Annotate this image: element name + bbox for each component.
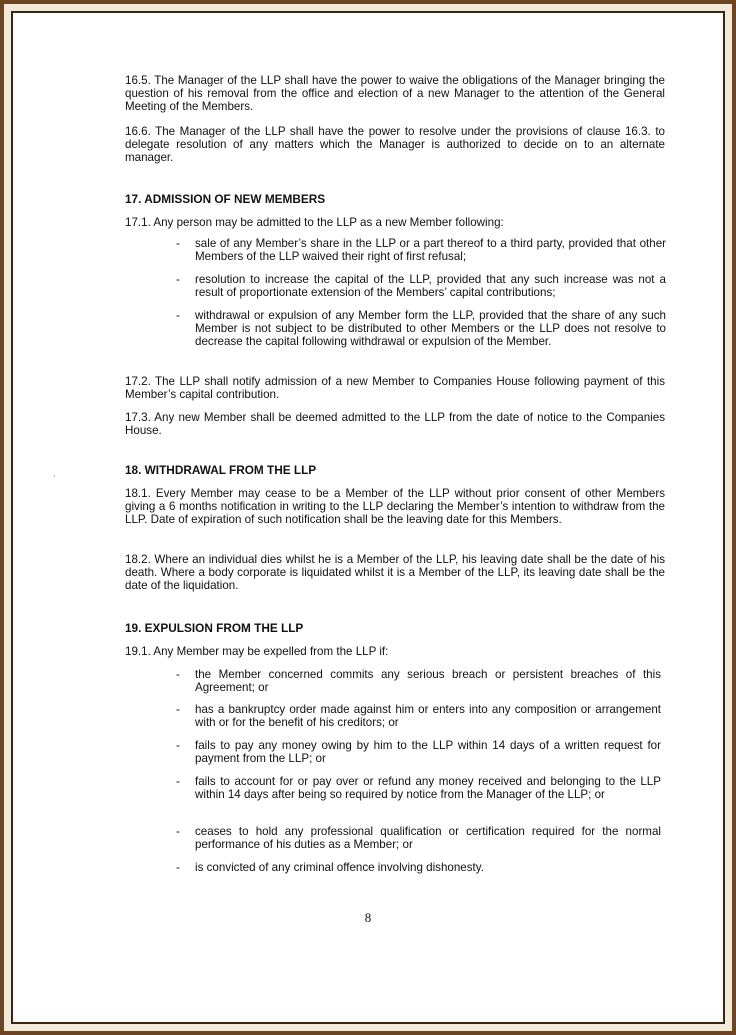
clause-19-1: 19.1. Any Member may be expelled from the LLP if:: [125, 645, 389, 658]
bullet-dash: -: [176, 825, 180, 838]
heading-17: 17. ADMISSION OF NEW MEMBERS: [125, 192, 326, 206]
bullet-dash: -: [176, 273, 180, 286]
list-item-text: has a bankruptcy order made against him or enters into any composition or arrangement with or for the benefit of his creditors; or: [195, 703, 661, 730]
list-item-text: fails to pay any money owing by him to the LLP within 14 days of a written request for payment from the LLP; or: [195, 739, 661, 766]
scanned-page: [11, 11, 725, 1024]
clause-17-2: 17.2. The LLP shall notify admission of a new Member to Companies House following payment of this Member’s capital contribution.: [125, 375, 665, 402]
clause-17-3: 17.3. Any new Member shall be deemed admitted to the LLP from the date of notice to the Companies House.: [125, 411, 665, 438]
bullet-dash: -: [176, 775, 180, 788]
clause-18-1: 18.1. Every Member may cease to be a Member of the LLP without prior consent of other Members giving a 6 months notification in writing to the LLP declaring the Member’s intention to withdraw from the LLP. Date of expiration of such notification shall be the leaving date for this Members.: [125, 487, 665, 527]
page-number: 8: [364, 910, 372, 925]
clause-16-5: 16.5. The Manager of the LLP shall have the power to waive the obligations of the Manager bringing the question of his removal from the office and election of a new Manager to the attention of the General Meeting of the Members.: [125, 74, 665, 114]
bullet-dash: -: [176, 739, 180, 752]
list-item-text: withdrawal or expulsion of any Member form the LLP, provided that the share of any such Member is not subject to be distributed to other Members or the LLP does not resolve to decrease the capital following withdrawal or expulsion of the Member.: [195, 309, 666, 349]
list-item-text: sale of any Member’s share in the LLP or a part thereof to a third party, provided that other Members of the LLP waived their right of first refusal;: [195, 237, 666, 264]
heading-19: 19. EXPULSION FROM THE LLP: [125, 621, 304, 635]
heading-18: 18. WITHDRAWAL FROM THE LLP: [125, 463, 317, 477]
list-item-text: the Member concerned commits any serious breach or persistent breaches of this Agreement; or: [195, 668, 661, 695]
clause-18-2: 18.2. Where an individual dies whilst he is a Member of the LLP, his leaving date shall be the date of his death. Where a body corporate is liquidated whilst it is a Member of the LLP, its leaving date shall be the date of the liquidation.: [125, 553, 665, 593]
list-item-text: resolution to increase the capital of the LLP, provided that any such increase was not a result of proportionate extension of the Members’ capital contributions;: [195, 273, 666, 300]
bullet-dash: -: [176, 309, 180, 322]
list-item-text: fails to account for or pay over or refund any money received and belonging to the LLP within 14 days after being so required by notice from the Manager of the LLP; or: [195, 775, 661, 802]
clause-17-1: 17.1. Any person may be admitted to the LLP as a new Member following:: [125, 216, 504, 229]
document-page: [13, 13, 723, 1022]
bullet-dash: -: [176, 237, 180, 250]
bullet-dash: -: [176, 861, 180, 874]
bullet-dash: -: [176, 668, 180, 681]
clause-16-6: 16.6. The Manager of the LLP shall have the power to resolve under the provisions of clause 16.3. to delegate resolution of any matters which the Manager is authorized to decide on to an alternate manager.: [125, 125, 665, 165]
list-item-text: is convicted of any criminal offence involving dishonesty.: [195, 861, 484, 874]
scan-speck: ,: [53, 468, 56, 478]
list-item-text: ceases to hold any professional qualification or certification required for the normal performance of his duties as a Member; or: [195, 825, 661, 852]
bullet-dash: -: [176, 703, 180, 716]
